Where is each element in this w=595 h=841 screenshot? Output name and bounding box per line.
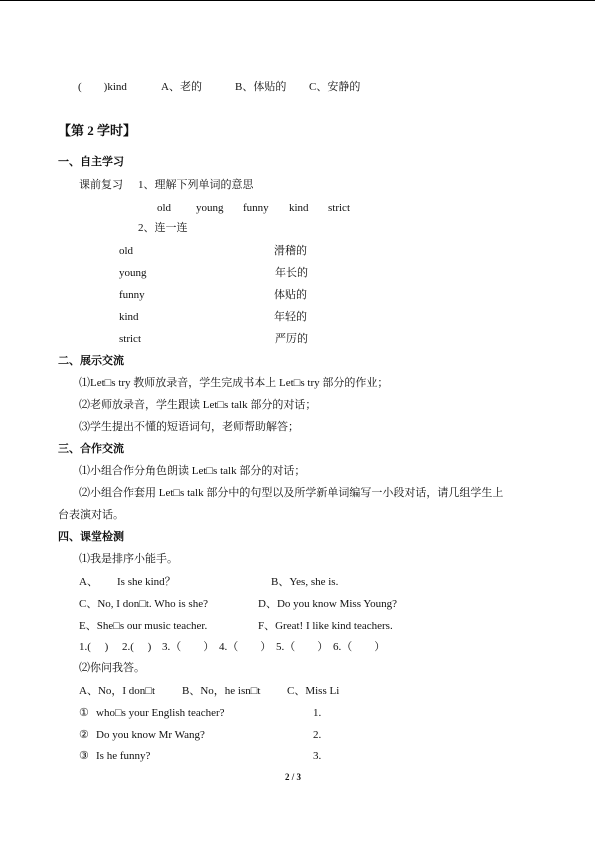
qa-answer-slot-2[interactable]: 2. [313, 729, 322, 741]
lesson-title: 【第 2 学时】 [58, 123, 137, 138]
sort-option-a: Is she kind？ [117, 576, 176, 588]
page-number: 2 / 3 [285, 772, 302, 782]
sort-option-c: C、No, I don□t. Who is she? [79, 598, 208, 610]
match-right-3: 体贴的 [274, 289, 307, 301]
s4-part-2: ⑵你问我答。 [79, 662, 145, 674]
kind-option-b: B、体贴的 [235, 81, 287, 93]
task-1: 1、理解下列单词的意思 [138, 179, 254, 191]
match-left-3: funny [119, 289, 145, 301]
match-left-2: young [119, 267, 147, 279]
answer-option-a: A、No，I don□t [79, 685, 156, 697]
section-1-title: 一、自主学习 [58, 156, 124, 168]
sort-option-b: B、Yes, she is. [271, 576, 339, 588]
order-slot-5[interactable]: 5.（ ） [276, 641, 329, 653]
match-left-1: old [119, 245, 134, 257]
word-old: old [157, 202, 172, 214]
match-right-4: 年轻的 [274, 311, 307, 323]
s4-part-1: ⑴我是排序小能手。 [79, 553, 178, 565]
sort-option-d: D、Do you know Miss Young? [258, 598, 398, 610]
top-rule [0, 0, 595, 1]
s3-item-2: ⑵小组合作套用 Let□s talk 部分中的句型以及所学新单词编写一小段对话，请几组学生上 [79, 487, 504, 499]
qa-number-2: ② [79, 729, 89, 741]
qa-question-1: who□s your English teacher? [96, 707, 225, 719]
s2-item-1: ⑴Let□s try 教师放录音，学生完成书本上 Let□s try 部分的作业； [79, 377, 389, 389]
task-2: 2、连一连 [138, 222, 188, 234]
match-right-5: 严厉的 [275, 333, 308, 345]
qa-answer-slot-3[interactable]: 3. [313, 750, 322, 762]
kind-option-c: C、安静的 [309, 81, 361, 93]
section-2-title: 二、展示交流 [58, 355, 124, 367]
section-4-title: 四、课堂检测 [58, 531, 124, 543]
qa-number-1: ① [79, 707, 89, 719]
qa-question-3: Is he funny? [96, 750, 151, 762]
word-strict: strict [328, 202, 350, 214]
s2-item-2: ⑵老师放录音，学生跟读 Let□s talk 部分的对话； [79, 399, 317, 411]
word-kind: kind [289, 202, 309, 214]
qa-answer-slot-1[interactable]: 1. [313, 707, 322, 719]
order-slot-2[interactable]: 2.( ) [122, 641, 152, 653]
word-young: young [196, 202, 224, 214]
qa-question-2: Do you know Mr Wang? [96, 729, 205, 741]
match-left-5: strict [119, 333, 141, 345]
s2-item-3: ⑶学生提出不懂的短语词句，老师帮助解答； [79, 421, 299, 433]
order-slot-6[interactable]: 6.（ ） [333, 641, 386, 653]
kind-question-paren: ( )kind [78, 81, 127, 93]
answer-option-c: C、Miss Li [287, 685, 340, 697]
s3-item-1: ⑴小组合作分角色朗读 Let□s talk 部分的对话； [79, 465, 306, 477]
sort-option-f: F、Great! I like kind teachers. [258, 620, 393, 632]
match-left-4: kind [119, 311, 139, 323]
order-slot-1[interactable]: 1.( ) [79, 641, 109, 653]
order-slot-4[interactable]: 4.（ ） [219, 641, 272, 653]
order-slot-3[interactable]: 3.（ ） [162, 641, 215, 653]
s3-item-2-cont: 台表演对话。 [58, 509, 124, 521]
qa-number-3: ③ [79, 750, 89, 762]
match-right-1: 滑稽的 [274, 245, 307, 257]
kind-option-a: A、老的 [161, 81, 202, 93]
answer-option-b: B、No，he isn□t [182, 685, 261, 697]
section-3-title: 三、合作交流 [58, 443, 124, 455]
pre-review-label: 课前复习 [79, 179, 123, 191]
sort-option-e: E、She□s our music teacher. [79, 620, 208, 632]
match-right-2: 年长的 [275, 267, 308, 279]
sort-option-a-label: A、 [79, 576, 98, 588]
word-funny: funny [243, 202, 269, 214]
